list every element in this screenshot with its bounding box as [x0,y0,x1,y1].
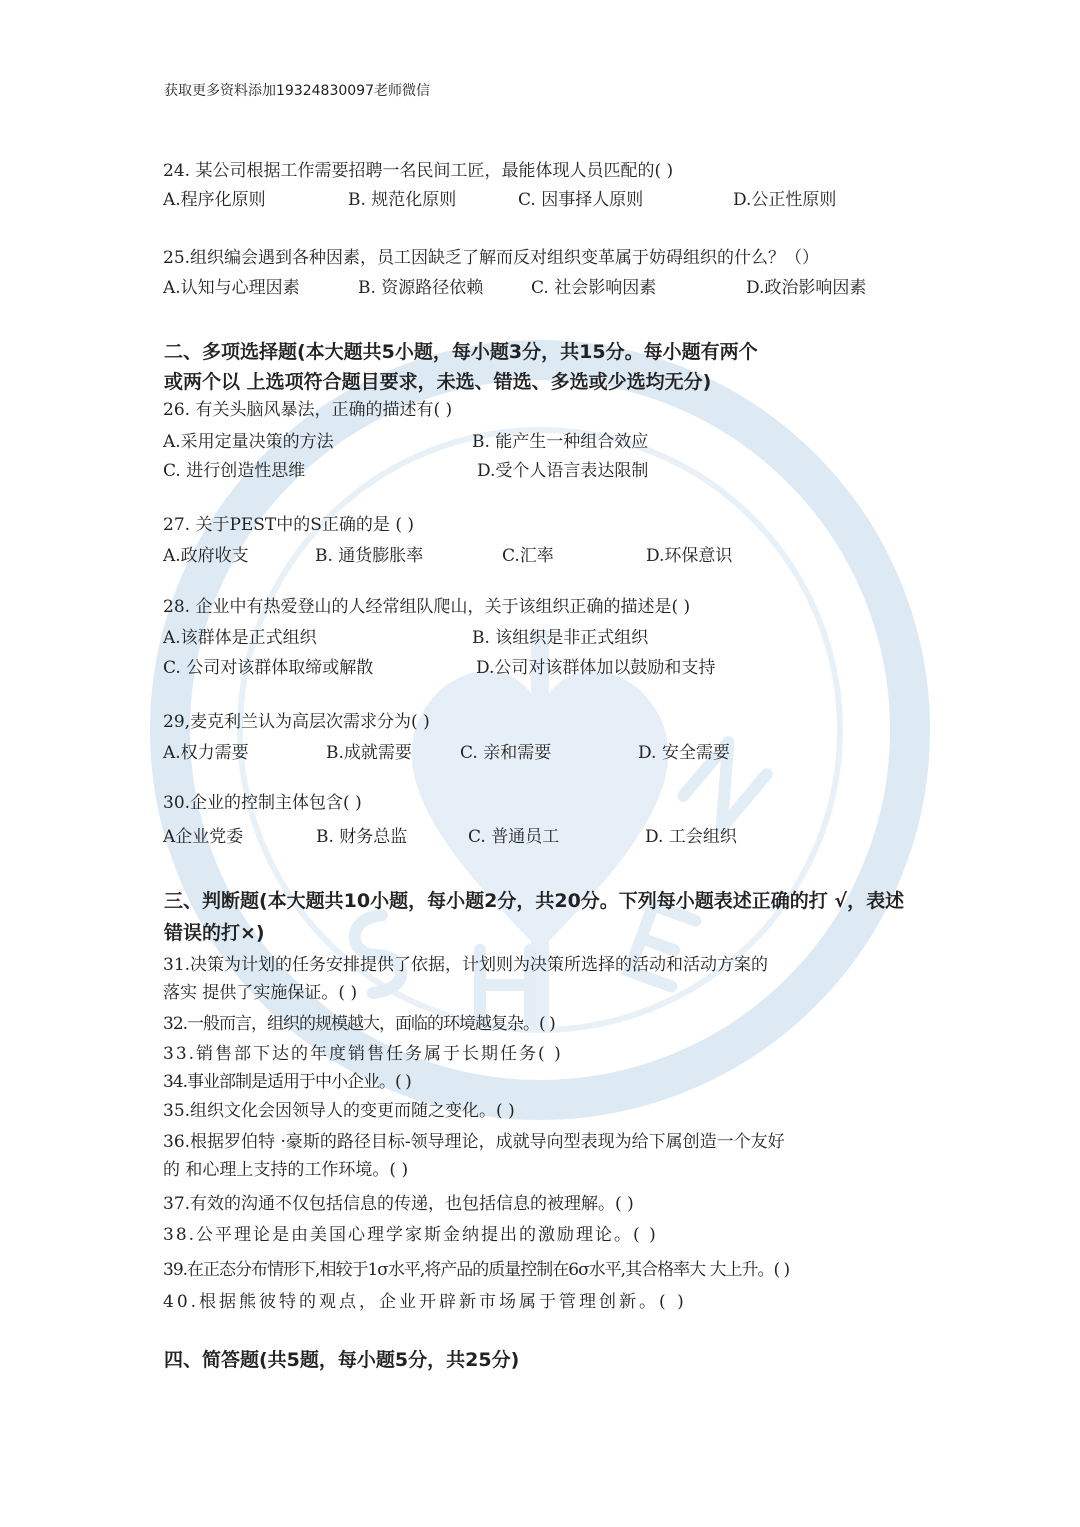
option-b: B. 能产生一种组合效应 [472,432,649,452]
option-c: C. 社会影响因素 [531,278,657,298]
question-35: 35.组织文化会因领导人的变更而随之变化。( ) [163,1101,515,1121]
section-4-heading: 四、简答题(共5题，每小题5分，共25分) [164,1349,520,1371]
option-c: C. 公司对该群体取缔或解散 [163,658,374,678]
option-d: D. 工会组织 [645,827,737,847]
question-36-cont: 的 和心理上支持的工作环境。( ) [163,1160,409,1180]
option-d: D.政治影响因素 [746,278,867,298]
option-b: B. 该组织是非正式组织 [472,628,649,648]
question-37: 37.有效的沟通不仅包括信息的传递，也包括信息的被理解。( ) [163,1194,634,1214]
option-b: B. 规范化原则 [348,190,457,210]
question-32: 32.一般而言，组织的规模越大，面临的环境越复杂。( ) [163,1014,555,1034]
option-b: B. 通货膨胀率 [315,546,424,566]
question-25: 25.组织编会遇到各种因素，员工因缺乏了解而反对组织变革属于妨碍组织的什么？（） [163,248,820,268]
option-a: A企业党委 [163,827,244,847]
header-note: 获取更多资料添加19324830097老师微信 [164,83,430,99]
question-36: 36.根据罗伯特 ·豪斯的路径目标-领导理论，成就导向型表现为给下属创造一个友好 [163,1132,785,1152]
question-29: 29,麦克利兰认为高层次需求分为( ) [163,712,430,732]
section-2-heading-cont: 或两个以 上选项符合题目要求，未选、错选、多选或少选均无分) [164,371,712,393]
option-c: C. 进行创造性思维 [163,461,306,481]
section-3-heading-cont: 错误的打×) [164,922,265,944]
question-28: 28. 企业中有热爱登山的人经常组队爬山，关于该组织正确的描述是( ) [163,597,691,617]
option-d: D.公正性原则 [733,190,837,210]
option-c: C.汇率 [502,546,554,566]
option-a: A.权力需要 [163,743,249,763]
option-b: B. 财务总监 [316,827,408,847]
section-2-heading: 二、多项选择题(本大题共5小题，每小题3分，共15分。每小题有两个 [164,341,758,363]
question-40: 40.根据熊彼特的观点，企业开辟新市场属于管理创新。( ) [163,1292,687,1312]
question-31: 31.决策为计划的任务安排提供了依据，计划则为决策所选择的活动和活动方案的 [163,955,769,975]
question-27: 27. 关于PEST中的S正确的是 ( ) [163,515,414,535]
option-c: C. 因事择人原则 [518,190,644,210]
option-a: A.认知与心理因素 [163,278,300,298]
option-b: B. 资源路径依赖 [358,278,484,298]
option-a: A.政府收支 [163,546,249,566]
question-24: 24. 某公司根据工作需要招聘一名民间工匠，最能体现人员匹配的( ) [163,161,674,181]
question-30: 30.企业的控制主体包含( ) [163,793,362,813]
option-d: D.受个人语言表达限制 [477,461,649,481]
question-26: 26. 有关头脑风暴法，正确的描述有( ) [163,400,453,420]
section-3-heading: 三、判断题(本大题共10小题，每小题2分，共20分。下列每小题表述正确的打 √，表述 [164,890,905,912]
option-d: D.公司对该群体加以鼓励和支持 [476,658,716,678]
option-d: D.环保意识 [646,546,733,566]
question-31-cont: 落实 提供了实施保证。( ) [163,983,358,1003]
option-a: A.该群体是正式组织 [163,628,317,648]
option-b: B.成就需要 [326,743,412,763]
option-a: A.程序化原则 [163,190,266,210]
option-d: D. 安全需要 [638,743,730,763]
question-39: 39.在正态分布情形下,相较于1σ水平,将产品的质量控制在6σ水平,其合格率大 大上升。( ) [163,1260,790,1280]
question-34: 34.事业部制是适用于中小企业。( ) [163,1072,411,1092]
question-33: 33.销售部下达的年度销售任务属于长期任务( ) [163,1044,563,1064]
question-38: 38.公平理论是由美国心理学家斯金纳提出的激励理论。( ) [163,1225,658,1245]
option-c: C. 亲和需要 [460,743,552,763]
option-c: C. 普通员工 [468,827,560,847]
option-a: A.采用定量决策的方法 [163,432,334,452]
